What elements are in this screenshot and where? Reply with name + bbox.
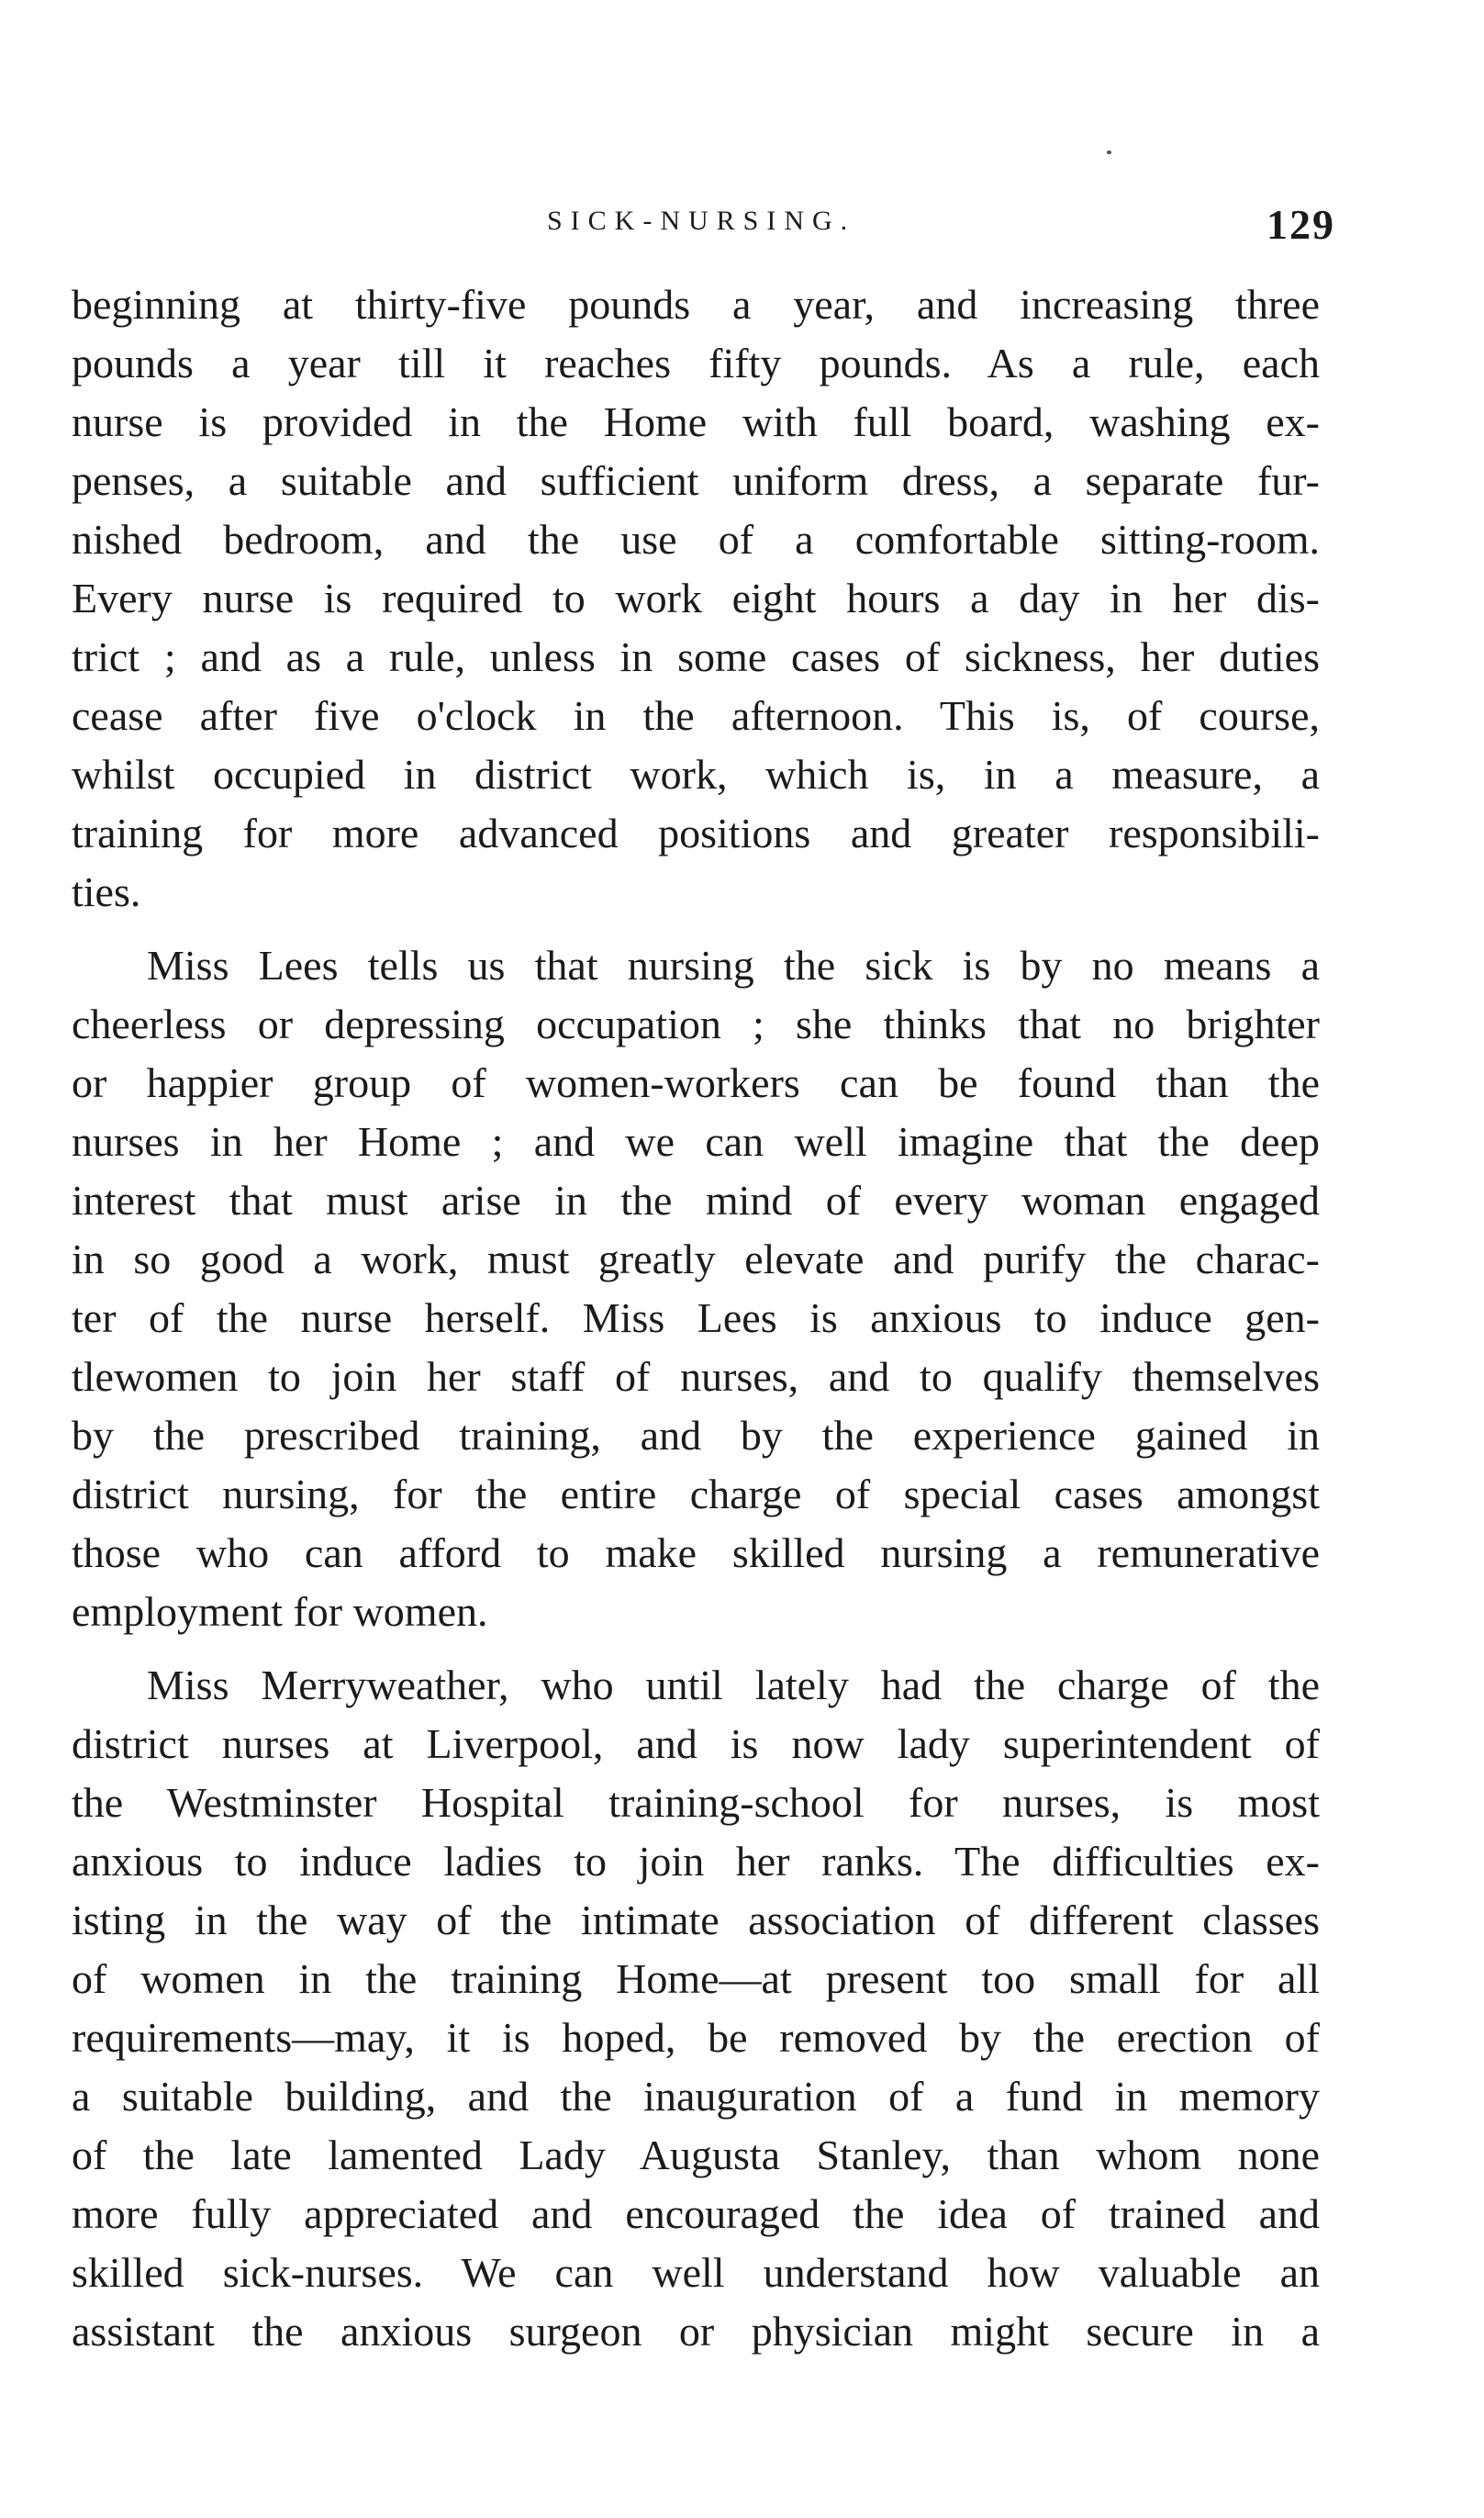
text-line: the Westminster Hospital training-school for nurses, is most [72, 1779, 1320, 1826]
paragraph-2 [72, 936, 1320, 1641]
text-line: in so good a work, must greatly elevate and purify the charac- [72, 1236, 1320, 1282]
text-line: skilled sick-nurses. We can well understand how valuable an [72, 2249, 1320, 2296]
text-line: ter of the nurse herself. Miss Lees is anxious to induce gen- [72, 1294, 1320, 1341]
paragraph-3 [72, 1656, 1320, 2361]
text-line: Miss Lees tells us that nursing the sick is by no means a [147, 942, 1320, 989]
text-line: Miss Merryweather, who until lately had the charge of the [147, 1662, 1320, 1708]
text-line: isting in the way of the intimate association of different classes [72, 1897, 1320, 1943]
running-head [0, 200, 1484, 252]
text-line: district nursing, for the entire charge of special cases amongst [72, 1471, 1320, 1517]
text-line: training for more advanced positions and greater responsibili- [72, 810, 1320, 856]
text-line: beginning at thirty-five pounds a year, and increasing three [72, 281, 1320, 328]
text-line: whilst occupied in district work, which is, in a measure, a [72, 751, 1320, 798]
text-line: nurse is provided in the Home with full board, washing ex- [72, 398, 1320, 445]
print-speck [1107, 151, 1111, 154]
text-line: tlewomen to join her staff of nurses, and to qualify themselves [72, 1353, 1320, 1400]
text-line: Every nurse is required to work eight hours a day in her dis- [72, 575, 1320, 621]
running-title: SICK-NURSING. [547, 206, 856, 236]
text-line: requirements—may, it is hoped, be removed by the erection of [72, 2014, 1320, 2061]
text-line: by the prescribed training, and by the experience gained in [72, 1412, 1320, 1459]
page-number: 129 [1266, 201, 1335, 248]
text-line: penses, a suitable and sufficient uniform dress, a separate fur- [72, 457, 1320, 504]
text-line: trict ; and as a rule, unless in some cases of sickness, her duties [72, 633, 1320, 680]
text-line: employment for women. [72, 1588, 488, 1635]
text-line: assistant the anxious surgeon or physician might secure in a [72, 2308, 1320, 2355]
text-line: of women in the training Home—at present too small for all [72, 1955, 1320, 2002]
text-line: pounds a year till it reaches fifty pounds. As a rule, each [72, 340, 1320, 386]
text-line: of the late lamented Lady Augusta Stanley, than whom none [72, 2132, 1320, 2178]
text-line: a suitable building, and the inauguration of a fund in memory [72, 2073, 1320, 2120]
text-line: cease after five o'clock in the afternoon. This is, of course, [72, 692, 1320, 739]
text-line: or happier group of women-workers can be found than the [72, 1059, 1320, 1106]
text-line: more fully appreciated and encouraged the idea of trained and [72, 2190, 1320, 2237]
text-line: those who can afford to make skilled nursing a remunerative [72, 1529, 1320, 1576]
text-line: nurses in her Home ; and we can well imagine that the deep [72, 1118, 1320, 1165]
text-line: cheerless or depressing occupation ; she thinks that no brighter [72, 1001, 1320, 1047]
text-line: nished bedroom, and the use of a comfortable sitting-room. [72, 516, 1320, 563]
body-text [72, 275, 1320, 2361]
text-line: ties. [72, 868, 141, 915]
text-line: anxious to induce ladies to join her ranks. The difficulties ex- [72, 1838, 1320, 1885]
paragraph-1 [72, 275, 1320, 922]
text-line: interest that must arise in the mind of every woman engaged [72, 1177, 1320, 1224]
text-line: district nurses at Liverpool, and is now lady superintendent of [72, 1720, 1320, 1767]
